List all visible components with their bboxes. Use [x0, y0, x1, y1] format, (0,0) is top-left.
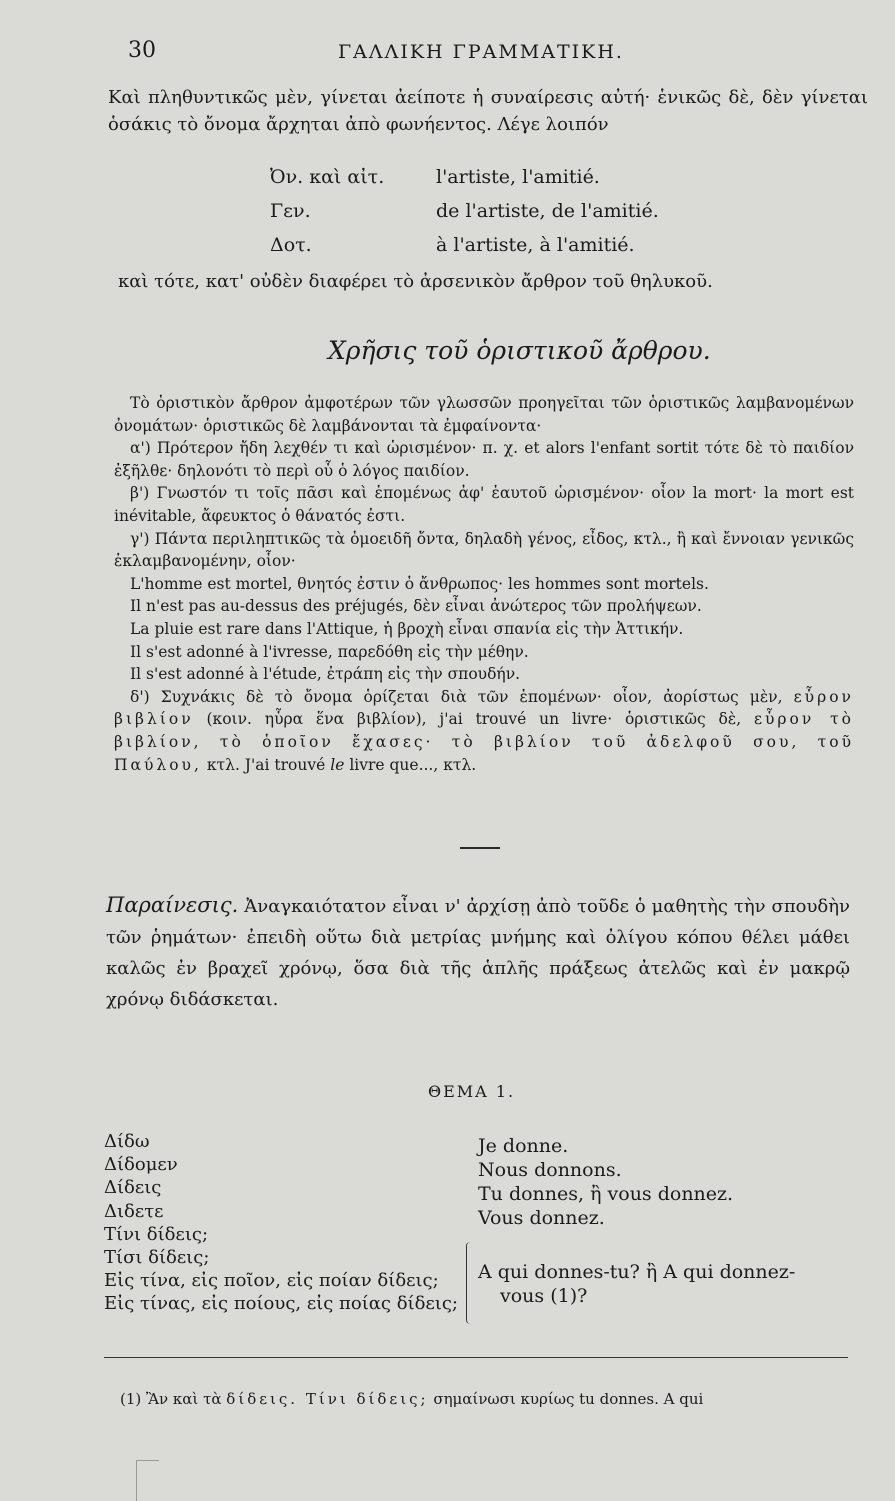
page-header	[0, 38, 895, 68]
margin-mark	[136, 1460, 159, 1501]
case-forms: l'artiste, l'amitié.	[436, 166, 600, 188]
french-question-continued: vous (1)?	[500, 1285, 588, 1307]
greek-phrase: Εἰς τίνας, εἰς ποίους, εἰς ποίας δίδεις;	[104, 1293, 458, 1315]
example-line: L'homme est mortel, θνητός ἐστιν ὁ ἄνθρωπος· les hommes sont mortels.	[130, 574, 709, 593]
theme-greek-column	[104, 1130, 458, 1316]
rule-d-middle: (κοιν. ηὗρα ἕνα βιβλίον), j'ai trouvé un livre· ὁριστικῶς δὲ,	[206, 710, 742, 729]
footnote-suffix: σημαίνωσι κυρίως tu donnes. A qui	[433, 1390, 704, 1408]
grouping-bracket	[466, 1242, 473, 1324]
theme-french-column	[478, 1134, 795, 1308]
declension-row	[270, 228, 659, 262]
spacer	[478, 1230, 795, 1260]
case-forms: de l'artiste, de l'amitié.	[436, 200, 659, 222]
case-label: Δοτ.	[270, 234, 312, 256]
rule-d	[114, 686, 854, 776]
greek-phrase: Δίδομεν	[104, 1154, 178, 1176]
french-phrase: Je donne.	[478, 1135, 569, 1157]
footnote	[120, 1388, 840, 1410]
rule-b: β') Γνωστόν τι τοῖς πᾶσι καὶ ἑπομένως ἀφ' ἑαυτοῦ ὡρισμένον· οἷον la mort· la mort est inévitable, ἄφευκτος ὁ θάνατός ἐστι.	[114, 484, 854, 525]
french-question: A qui donnes-tu? ἢ A qui donnez-	[478, 1261, 796, 1283]
footnote-rule	[104, 1357, 848, 1358]
declension-table	[270, 160, 659, 262]
spaced-example: εὗρον τὸ βιβλίον, τὸ ὁποῖον ἔχασες· τὸ βιβλίον τοῦ ἀδελφοῦ σου, τοῦ Παύλου,	[114, 710, 854, 774]
after-declension-line: καὶ τότε, κατ' οὐδὲν διαφέρει τὸ ἀρσενικὸν ἄρθρον τοῦ θηλυκοῦ.	[118, 271, 713, 292]
advice-text: Ἀναγκαιότατον εἶναι ν' ἀρχίσῃ ἀπὸ τοῦδε ὁ μαθητὴς τὴν σπουδὴν τῶν ῥημάτων· ἐπειδὴ οὕτω διὰ μετρίας μνήμης καὶ ὀλίγου κόπου θέλει μάθει καλῶς ἐν βραχεῖ χρόνῳ, ὅσα διὰ τῆς ἁπλῆς πράξεως ἀτελῶς καὶ ἐν μακρῷ χρόνῳ διδάσκεται.	[106, 896, 850, 1010]
example-line: Il n'est pas au-dessus des préjugés, δὲν εἶναι ἀνώτερος τῶν προλήψεων.	[130, 597, 702, 616]
rule-c: γ') Πάντα περιληπτικῶς τὰ ὁμοειδῆ ὄντα, δηλαδὴ γένος, εἶδος, κτλ., ἢ καὶ ἔννοιαν γενικῶς ἐκλαμβανομένην, οἷον·	[114, 529, 854, 571]
footnote-spaced-words: δίδεις. Τίνι δίδεις;	[226, 1390, 429, 1408]
body-intro: Τὸ ὁριστικὸν ἄρθρον ἀμφοτέρων τῶν γλωσσῶν προηγεῖται τῶν ὁριστικῶς λαμβανομένων ὀνομάτων· ὁριστικῶς δὲ λαμβάνονται τὰ ἐμφαίνοντα·	[114, 394, 854, 435]
greek-phrase: Εἰς τίνα, εἰς ποῖον, εἰς ποίαν δίδεις;	[104, 1270, 439, 1292]
declension-row	[270, 194, 659, 228]
greek-phrase: Διδετε	[104, 1200, 164, 1222]
french-phrase: Tu donnes, ἢ vous donnez.	[478, 1183, 734, 1205]
italic-le: le	[330, 755, 345, 774]
greek-phrase: Δίδεις	[104, 1177, 162, 1199]
greek-phrase: Τίσι δίδεις;	[104, 1247, 210, 1269]
greek-phrase: Δίδω	[104, 1131, 150, 1152]
example-line: Il s'est adonné à l'ivresse, παρεδόθη εἰς τὴν μέθην.	[130, 642, 529, 661]
advice-label: Παραίνεσις.	[106, 893, 239, 917]
section-body	[114, 392, 854, 776]
rule-d-middle-2: κτλ. J'ai trouvé	[206, 755, 326, 774]
case-label: Ὀν. καὶ αἰτ.	[270, 166, 385, 188]
french-phrase: Nous donnons.	[478, 1159, 622, 1181]
footnote-prefix: (1) Ἂν καὶ τὰ	[120, 1390, 222, 1408]
divider-rule	[460, 847, 500, 849]
example-line: Il s'est adonné à l'étude, ἐτράπη εἰς τὴν σπουδήν.	[130, 665, 521, 684]
greek-phrase: Τίνι δίδεις;	[104, 1223, 209, 1245]
intro-paragraph: Καὶ πληθυντικῶς μὲν, γίνεται ἀείποτε ἡ συναίρεσις αὐτή· ἑνικῶς δὲ, δὲν γίνεται ὁσάκις τὸ ὄνομα ἄρχηται ἀπὸ φωνήεντος. Λέγε λοιπόν	[108, 87, 868, 135]
spaced-example: εὗρον βιβλίον	[114, 687, 854, 729]
case-forms: à l'artiste, à l'amitié.	[436, 234, 635, 256]
section-title: Χρῆσις τοῦ ὁριστικοῦ ἄρθρου.	[328, 336, 711, 365]
rule-d-start: δ') Συχνάκις δὲ τὸ ὄνομα ὁρίζεται διὰ τῶν ἑπομένων· οἷον, ἀορίστως μὲν,	[130, 687, 783, 706]
rule-d-end: livre que..., κτλ.	[349, 755, 477, 774]
theme-title: ΘΕΜΑ 1.	[428, 1082, 516, 1101]
case-label: Γεν.	[270, 200, 311, 222]
running-title: ΓΑΛΛΙΚΗ ΓΡΑΜΜΑΤΙΚΗ.	[338, 41, 624, 63]
page-number: 30	[128, 38, 156, 63]
declension-row	[270, 160, 659, 194]
example-line: La pluie est rare dans l'Attique, ἡ βροχὴ εἶναι σπανία εἰς τὴν Ἀττικήν.	[130, 619, 684, 638]
advice-paragraph	[106, 890, 850, 1015]
rule-a: α') Πρότερον ἤδη λεχθέν τι καὶ ὡρισμένον· π. χ. et alors l'enfant sortit τότε δὲ τὸ παιδίον ἐξῆλθε· δηλονότι τὸ περὶ οὗ ὁ λόγος παιδίον.	[114, 439, 854, 480]
french-phrase: Vous donnez.	[478, 1207, 605, 1229]
